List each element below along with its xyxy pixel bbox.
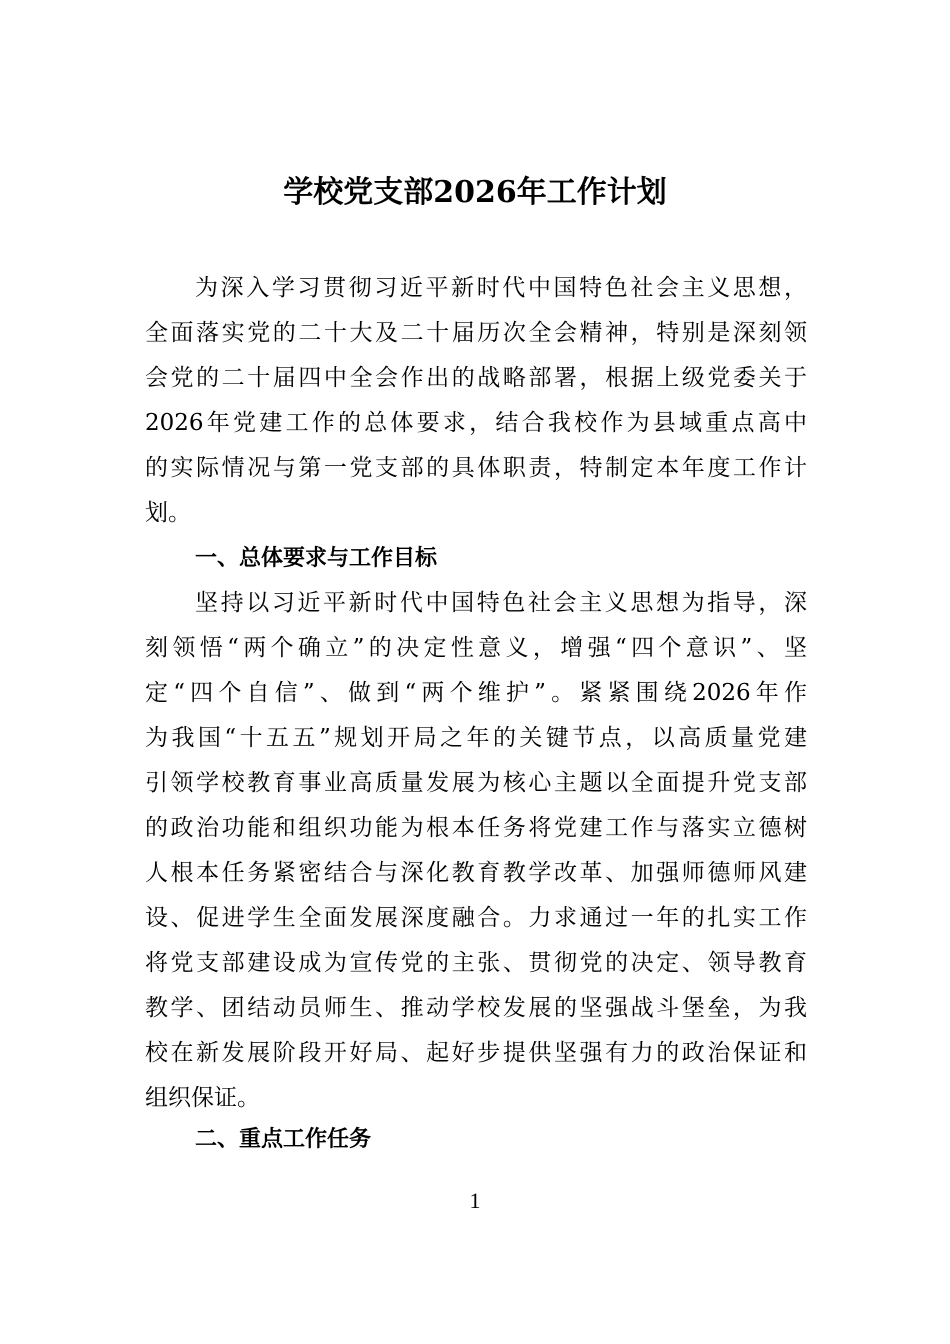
text-line: 为我国“十五五”规划开局之年的关键节点，以高质量党建 [145, 725, 807, 751]
text-line: 坚持以习近平新时代中国特色社会主义思想为指导，深 [195, 590, 807, 616]
text-line: 全面落实党的二十大及二十届历次全会精神，特别是深刻领 [145, 320, 807, 346]
document-title: 学校党支部2026年工作计划 [283, 175, 667, 210]
text-line: 会党的二十届四中全会作出的战略部署，根据上级党委关于 [145, 365, 807, 391]
text-line: 将党支部建设成为宣传党的主张、贯彻党的决定、领导教育 [145, 950, 807, 976]
section-1-paragraph [145, 581, 807, 1121]
text-line: 教学、团结动员师生、推动学校发展的坚强战斗堡垒，为我 [145, 995, 807, 1021]
text-line: 2026年党建工作的总体要求，结合我校作为县域重点高中 [145, 410, 807, 436]
text-line: 设、促进学生全面发展深度融合。力求通过一年的扎实工作 [145, 905, 807, 931]
text-line: 的政治功能和组织功能为根本任务将党建工作与落实立德树 [145, 815, 807, 841]
page-number: 1 [469, 1188, 481, 1213]
text-line: 定“四个自信”、做到“两个维护”。紧紧围绕2026年作 [145, 680, 807, 706]
section-heading-2: 二、重点工作任务 [195, 1127, 372, 1152]
text-line: 人根本任务紧密结合与深化教育教学改革、加强师德师风建 [145, 860, 807, 886]
text-line: 组织保证。 [145, 1085, 260, 1111]
intro-paragraph [145, 266, 807, 536]
text-line: 为深入学习贯彻习近平新时代中国特色社会主义思想， [195, 275, 807, 301]
text-line: 校在新发展阶段开好局、起好步提供坚强有力的政治保证和 [145, 1040, 807, 1066]
text-line: 刻领悟“两个确立”的决定性意义，增强“四个意识”、坚 [145, 635, 807, 661]
document-body [145, 266, 807, 1162]
section-heading-1: 一、总体要求与工作目标 [195, 546, 438, 571]
text-line: 划。 [145, 500, 191, 526]
text-line: 的实际情况与第一党支部的具体职责，特制定本年度工作计 [145, 455, 807, 481]
text-line: 引领学校教育事业高质量发展为核心主题以全面提升党支部 [145, 770, 807, 796]
